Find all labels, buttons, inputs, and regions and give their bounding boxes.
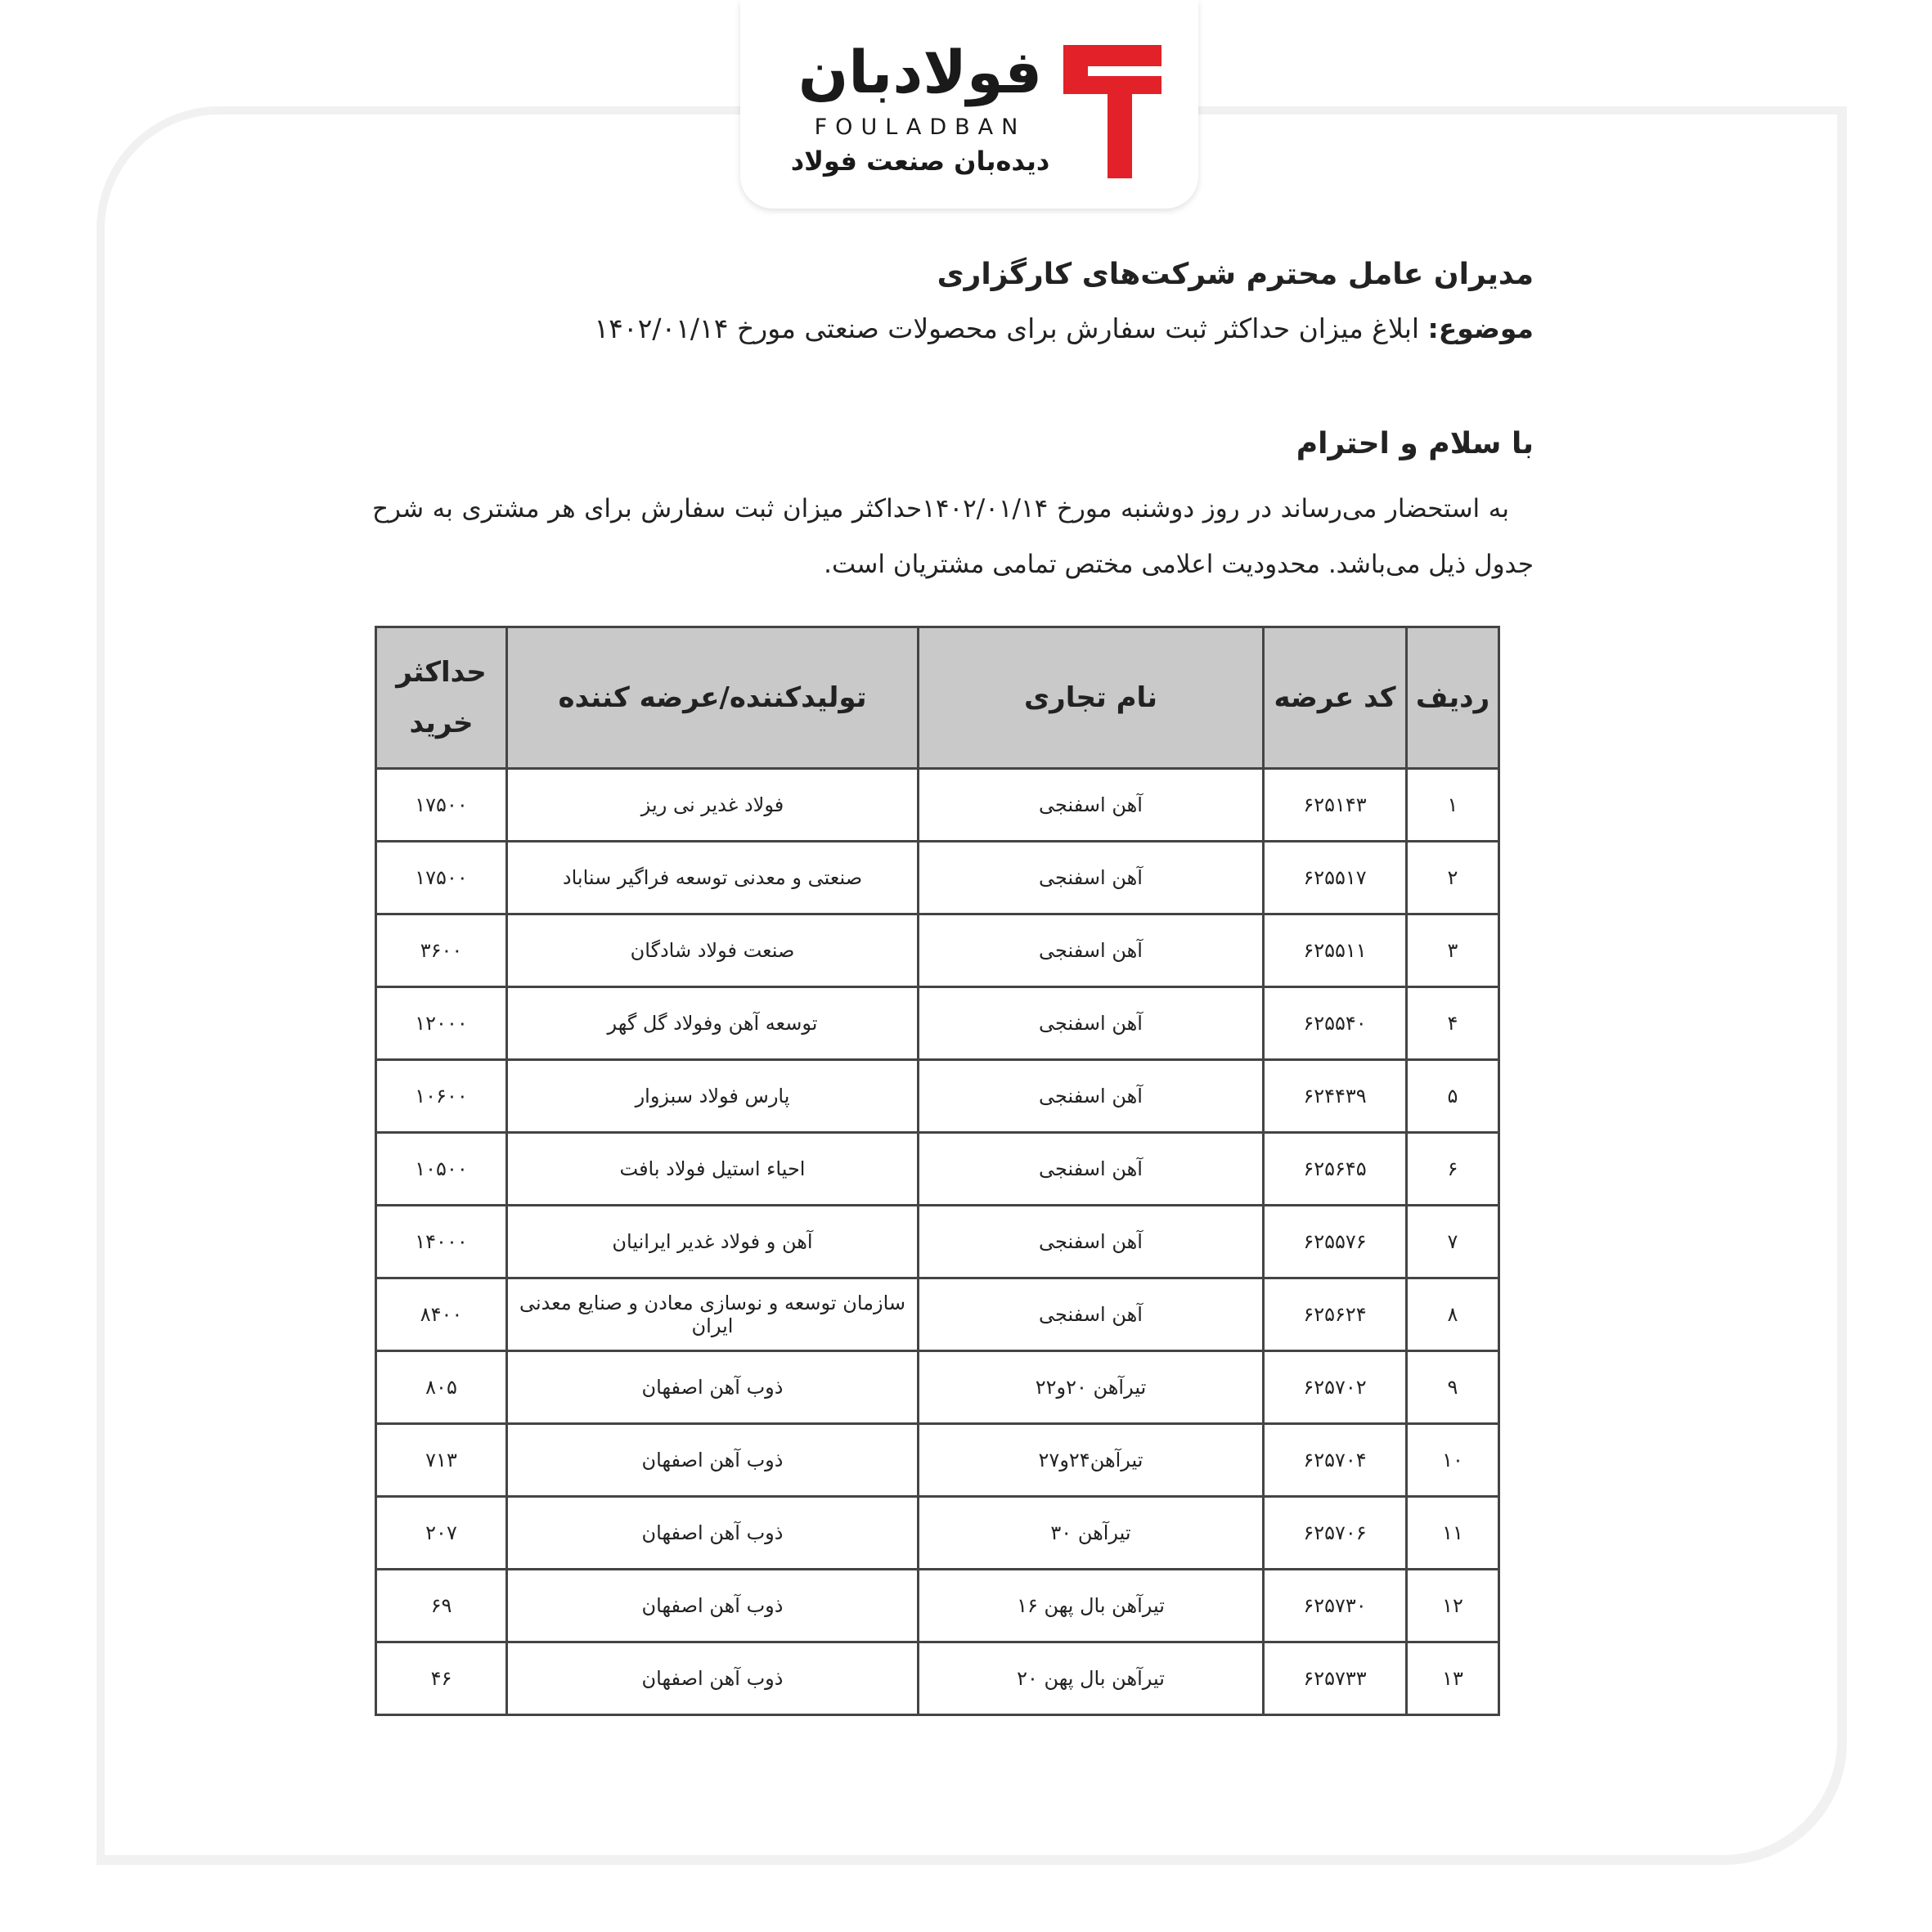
cell-max-purchase: ۲۰۷ bbox=[376, 1497, 507, 1570]
cell-row-no: ۱۲ bbox=[1407, 1570, 1499, 1642]
cell-row-no: ۳ bbox=[1407, 914, 1499, 987]
letter-subject bbox=[594, 312, 1534, 344]
header-offer-code: کد عرضه bbox=[1264, 627, 1407, 769]
cell-max-purchase: ۳۶۰۰ bbox=[376, 914, 507, 987]
cell-offer-code: ۶۲۵۶۲۴ bbox=[1264, 1278, 1407, 1351]
table-row bbox=[376, 1497, 1499, 1570]
cell-trade-name: آهن اسفنجی bbox=[919, 1206, 1264, 1278]
cell-offer-code: ۶۲۵۷۳۳ bbox=[1264, 1642, 1407, 1715]
logo-brand-fa: فولادبان bbox=[798, 38, 1043, 106]
header-row-no: ردیف bbox=[1407, 627, 1499, 769]
header-producer: تولیدکننده/عرضه کننده bbox=[507, 627, 919, 769]
table-row bbox=[376, 1424, 1499, 1497]
cell-max-purchase: ۶۹ bbox=[376, 1570, 507, 1642]
cell-trade-name: آهن اسفنجی bbox=[919, 987, 1264, 1060]
cell-row-no: ۲ bbox=[1407, 842, 1499, 914]
table-row bbox=[376, 1642, 1499, 1715]
cell-offer-code: ۶۲۵۶۴۵ bbox=[1264, 1133, 1407, 1206]
cell-row-no: ۱۱ bbox=[1407, 1497, 1499, 1570]
cell-max-purchase: ۸۰۵ bbox=[376, 1351, 507, 1424]
table-row bbox=[376, 1133, 1499, 1206]
cell-row-no: ۱۳ bbox=[1407, 1642, 1499, 1715]
table-row bbox=[376, 1570, 1499, 1642]
table-row bbox=[376, 1278, 1499, 1351]
cell-row-no: ۵ bbox=[1407, 1060, 1499, 1133]
cell-producer: صنعت فولاد شادگان bbox=[507, 914, 919, 987]
cell-row-no: ۷ bbox=[1407, 1206, 1499, 1278]
table-row bbox=[376, 1206, 1499, 1278]
table-row bbox=[376, 914, 1499, 987]
cell-row-no: ۱۰ bbox=[1407, 1424, 1499, 1497]
cell-trade-name: تیرآهن بال پهن ۱۶ bbox=[919, 1570, 1264, 1642]
cell-producer: صنعتی و معدنی توسعه فراگیر سناباد bbox=[507, 842, 919, 914]
cell-max-purchase: ۷۱۳ bbox=[376, 1424, 507, 1497]
cell-trade-name: آهن اسفنجی bbox=[919, 769, 1264, 842]
cell-offer-code: ۶۲۵۷۰۲ bbox=[1264, 1351, 1407, 1424]
cell-row-no: ۶ bbox=[1407, 1133, 1499, 1206]
letter-body: به استحضار می‌رساند در روز دوشنبه مورخ ۱۴۰۲/۰۱/۱۴حداکثر میزان ثبت سفارش برای هر مشتری به شرح جدول ذیل می‌باشد. محدودیت اعلامی مختص تمامی مشتریان است. bbox=[372, 494, 1534, 579]
cell-trade-name: تیرآهن ۲۰و۲۲ bbox=[919, 1351, 1264, 1424]
header-trade-name: نام تجاری bbox=[919, 627, 1264, 769]
fouladban-logo-icon bbox=[1063, 45, 1161, 180]
cell-trade-name: آهن اسفنجی bbox=[919, 1133, 1264, 1206]
header-max-purchase: حداکثر خرید bbox=[376, 627, 507, 769]
cell-offer-code: ۶۲۴۴۳۹ bbox=[1264, 1060, 1407, 1133]
cell-offer-code: ۶۲۵۵۷۶ bbox=[1264, 1206, 1407, 1278]
cell-trade-name: آهن اسفنجی bbox=[919, 842, 1264, 914]
cell-row-no: ۴ bbox=[1407, 987, 1499, 1060]
cell-max-purchase: ۱۰۵۰۰ bbox=[376, 1133, 507, 1206]
cell-trade-name: تیرآهن۲۴و۲۷ bbox=[919, 1424, 1264, 1497]
cell-max-purchase: ۱۲۰۰۰ bbox=[376, 987, 507, 1060]
logo-badge bbox=[740, 0, 1198, 209]
order-limit-table bbox=[375, 626, 1500, 1716]
cell-producer: آهن و فولاد غدیر ایرانیان bbox=[507, 1206, 919, 1278]
cell-producer: احیاء استیل فولاد بافت bbox=[507, 1133, 919, 1206]
cell-offer-code: ۶۲۵۷۳۰ bbox=[1264, 1570, 1407, 1642]
logo-tagline: دیده‌بان صنعت فولاد bbox=[790, 146, 1050, 177]
table-row bbox=[376, 1060, 1499, 1133]
cell-offer-code: ۶۲۵۷۰۶ bbox=[1264, 1497, 1407, 1570]
cell-producer: ذوب آهن اصفهان bbox=[507, 1351, 919, 1424]
cell-max-purchase: ۱۰۶۰۰ bbox=[376, 1060, 507, 1133]
cell-producer: ذوب آهن اصفهان bbox=[507, 1424, 919, 1497]
cell-producer: سازمان توسعه و نوسازی معادن و صنایع معدنی ایران bbox=[507, 1278, 919, 1351]
cell-trade-name: آهن اسفنجی bbox=[919, 1060, 1264, 1133]
cell-producer: ذوب آهن اصفهان bbox=[507, 1642, 919, 1715]
cell-max-purchase: ۱۷۵۰۰ bbox=[376, 842, 507, 914]
letter-greeting: با سلام و احترام bbox=[1296, 427, 1534, 461]
table-row bbox=[376, 842, 1499, 914]
cell-row-no: ۱ bbox=[1407, 769, 1499, 842]
cell-offer-code: ۶۲۵۵۱۱ bbox=[1264, 914, 1407, 987]
cell-max-purchase: ۱۴۰۰۰ bbox=[376, 1206, 507, 1278]
cell-offer-code: ۶۲۵۱۴۳ bbox=[1264, 769, 1407, 842]
cell-offer-code: ۶۲۵۵۱۷ bbox=[1264, 842, 1407, 914]
letter-recipients: مدیران عامل محترم شرکت‌های کارگزاری bbox=[937, 258, 1534, 291]
cell-producer: ذوب آهن اصفهان bbox=[507, 1570, 919, 1642]
cell-producer: توسعه آهن وفولاد گل گهر bbox=[507, 987, 919, 1060]
table-row bbox=[376, 1351, 1499, 1424]
cell-trade-name: تیرآهن بال پهن ۲۰ bbox=[919, 1642, 1264, 1715]
cell-producer: ذوب آهن اصفهان bbox=[507, 1497, 919, 1570]
cell-producer: پارس فولاد سبزوار bbox=[507, 1060, 919, 1133]
cell-trade-name: آهن اسفنجی bbox=[919, 914, 1264, 987]
cell-max-purchase: ۴۶ bbox=[376, 1642, 507, 1715]
cell-max-purchase: ۸۴۰۰ bbox=[376, 1278, 507, 1351]
table-row bbox=[376, 769, 1499, 842]
cell-row-no: ۹ bbox=[1407, 1351, 1499, 1424]
cell-producer: فولاد غدیر نی ریز bbox=[507, 769, 919, 842]
logo-brand-en: FOULADBAN bbox=[814, 115, 1027, 140]
cell-trade-name: تیرآهن ۳۰ bbox=[919, 1497, 1264, 1570]
cell-trade-name: آهن اسفنجی bbox=[919, 1278, 1264, 1351]
table-header-row bbox=[376, 627, 1499, 769]
subject-text: ابلاغ میزان حداکثر ثبت سفارش برای محصولات صنعتی مورخ ۱۴۰۲/۰۱/۱۴ bbox=[594, 312, 1420, 344]
table-body bbox=[376, 769, 1499, 1715]
table-row bbox=[376, 987, 1499, 1060]
subject-label: موضوع: bbox=[1427, 312, 1534, 344]
cell-offer-code: ۶۲۵۷۰۴ bbox=[1264, 1424, 1407, 1497]
cell-offer-code: ۶۲۵۵۴۰ bbox=[1264, 987, 1407, 1060]
cell-max-purchase: ۱۷۵۰۰ bbox=[376, 769, 507, 842]
cell-row-no: ۸ bbox=[1407, 1278, 1499, 1351]
